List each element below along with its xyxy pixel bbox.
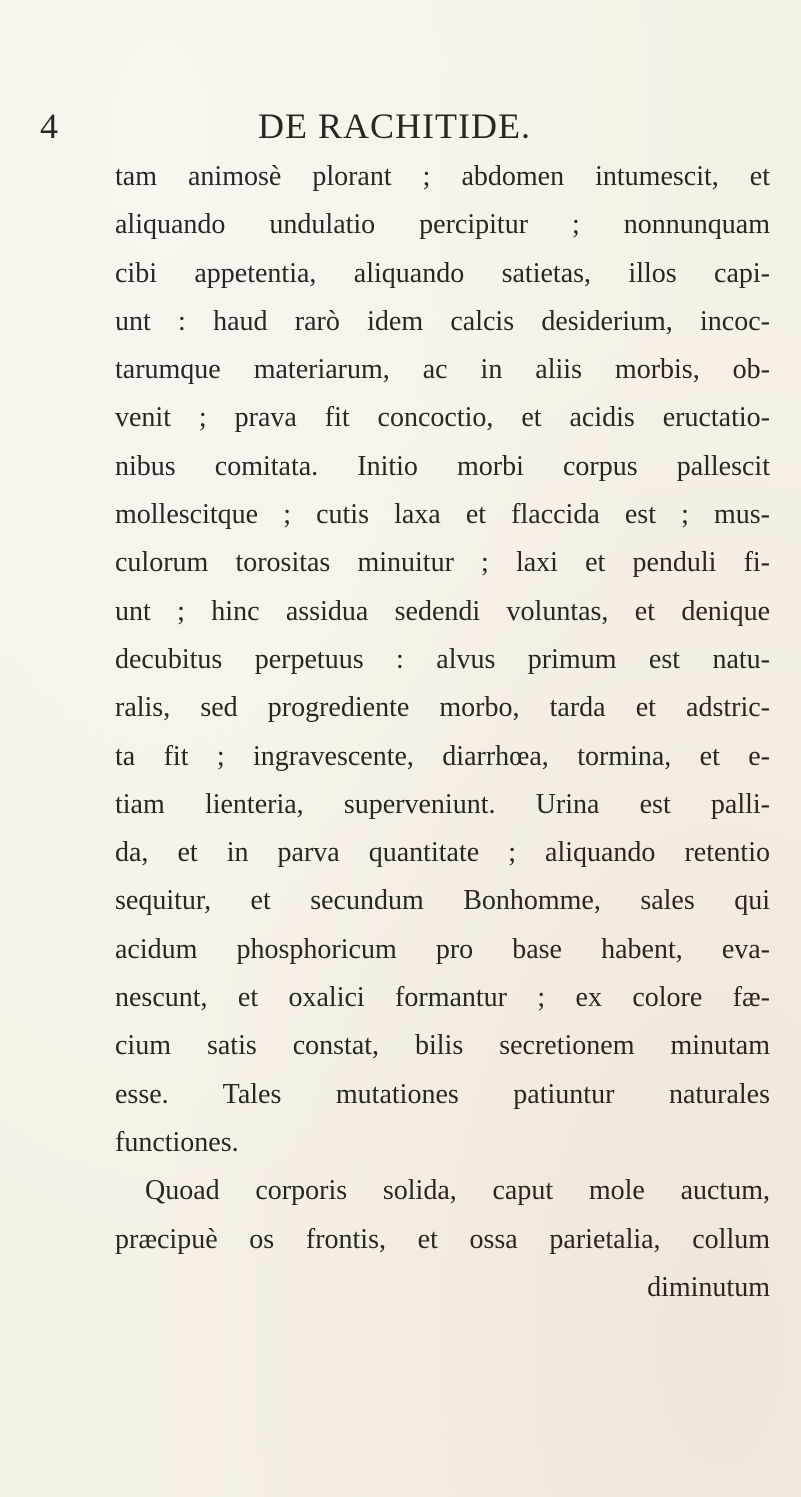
text-line: acidum phosphoricum pro base habent, eva- — [115, 933, 770, 965]
running-head: DE RACHITIDE. — [258, 106, 531, 146]
text-line: esse. Tales mutationes patiuntur naturales — [115, 1078, 770, 1110]
text-line: unt ; hinc assidua sedendi voluntas, et denique — [115, 595, 770, 627]
body-text — [115, 153, 770, 1312]
text-line: mollescitque ; cutis laxa et flaccida est ; mus- — [115, 499, 770, 531]
text-line: nescunt, et oxalici formantur ; ex colore fæ- — [115, 982, 770, 1014]
text-line: ralis, sed progrediente morbo, tarda et adstric- — [115, 692, 770, 724]
text-line: culorum torositas minuitur ; laxi et penduli fi- — [115, 547, 770, 579]
text-line: ta fit ; ingravescente, diarrhœa, tormina, et e- — [115, 740, 770, 772]
text-line: tiam lienteria, superveniunt. Urina est palli- — [115, 788, 770, 820]
text-line: præcipuè os frontis, et ossa parietalia, collum — [115, 1223, 770, 1255]
text-line: tam animosè plorant ; abdomen intumescit, et — [115, 161, 770, 192]
text-line: nibus comitata. Initio morbi corpus pallescit — [115, 450, 770, 482]
text-line: unt : haud rarò idem calcis desiderium, incoc- — [115, 305, 770, 337]
text-line: sequitur, et secundum Bonhomme, sales qui — [115, 885, 770, 917]
text-line: venit ; prava fit concoctio, et acidis eructatio- — [115, 402, 770, 434]
text-line: decubitus perpetuus : alvus primum est natu- — [115, 643, 770, 675]
text-line: tarumque materiarum, ac in aliis morbis, ob- — [115, 354, 770, 386]
text-line: cibi appetentia, aliquando satietas, illos capi- — [115, 257, 770, 289]
page-number: 4 — [40, 106, 58, 146]
catchword: diminutum — [647, 1271, 770, 1303]
text-line: functiones. — [115, 1126, 239, 1158]
text-line: Quoad corporis solida, caput mole auctum, — [145, 1175, 770, 1207]
text-line: da, et in parva quantitate ; aliquando retentio — [115, 837, 770, 869]
text-line: aliquando undulatio percipitur ; nonnunquam — [115, 209, 770, 241]
text-line: cium satis constat, bilis secretionem minutam — [115, 1030, 770, 1062]
